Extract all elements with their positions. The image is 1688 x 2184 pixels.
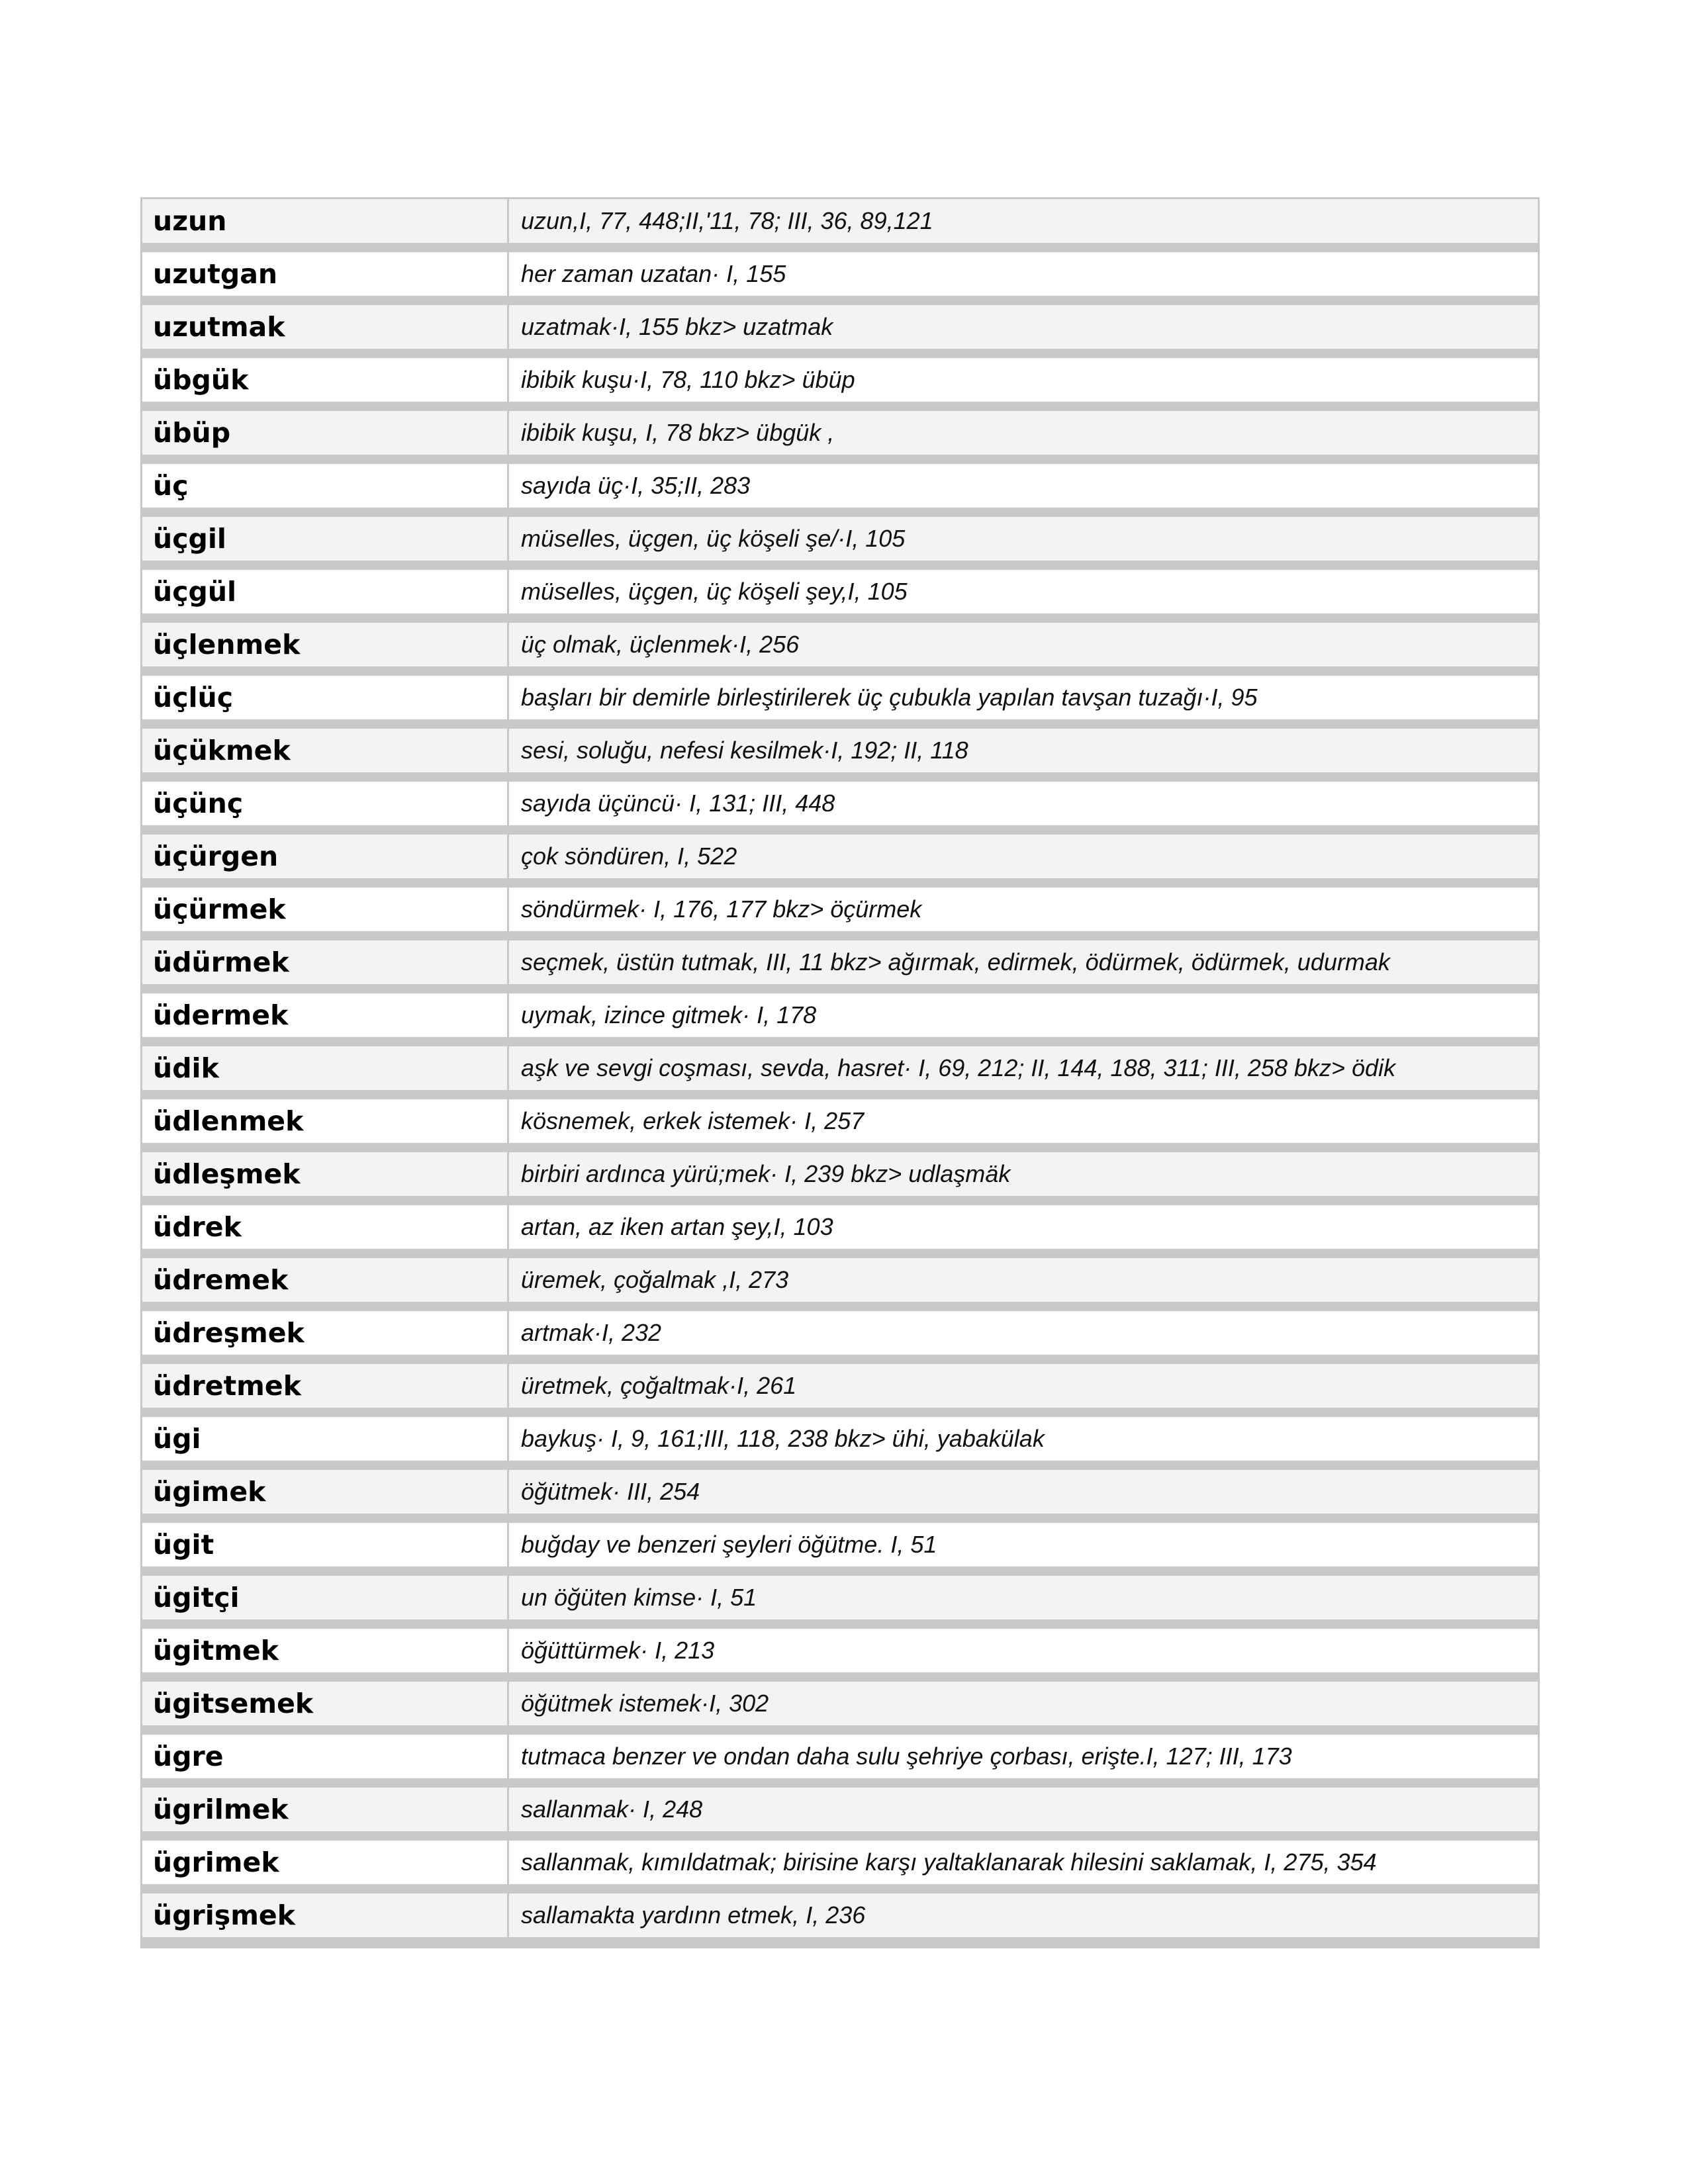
definition-cell: buğday ve benzeri şeyleri öğütme. I, 51 xyxy=(509,1523,1538,1567)
definition-cell: sesi, soluğu, nefesi kesilmek·I, 192; II, 118 xyxy=(509,729,1538,772)
definition-cell: ibibik kuşu, I, 78 bkz> übgük , xyxy=(509,411,1538,455)
table-row xyxy=(142,835,1538,887)
definition-cell: müselles, üçgen, üç köşeli şey,I, 105 xyxy=(509,570,1538,614)
term-cell: ügitsemek xyxy=(142,1682,509,1725)
definition-cell: seçmek, üstün tutmak, III, 11 bkz> ağırmak, edirmek, ödürmek, ödürmek, udurmak xyxy=(509,940,1538,984)
definition-cell: tutmaca benzer ve ondan daha sulu şehriye çorbası, erişte.I, 127; III, 173 xyxy=(509,1735,1538,1778)
definition-cell: sallanmak, kımıldatmak; birisine karşı yaltaklanarak hilesini saklamak, I, 275, 354 xyxy=(509,1841,1538,1884)
term-cell: üdrek xyxy=(142,1205,509,1249)
term-cell: üçükmek xyxy=(142,729,509,772)
table-row xyxy=(142,252,1538,305)
definition-cell: uzun,I, 77, 448;II,'11, 78; III, 36, 89,121 xyxy=(509,199,1538,243)
table-row xyxy=(142,623,1538,676)
table-row xyxy=(142,1099,1538,1152)
term-cell: üdreşmek xyxy=(142,1311,509,1355)
term-cell: üçlüç xyxy=(142,676,509,719)
term-cell: üçürmek xyxy=(142,887,509,931)
table-row xyxy=(142,411,1538,464)
table-row xyxy=(142,1152,1538,1205)
table-row xyxy=(142,1205,1538,1258)
term-cell: üçlenmek xyxy=(142,623,509,666)
definition-cell: artmak·I, 232 xyxy=(509,1311,1538,1355)
table-row xyxy=(142,1788,1538,1841)
table-row xyxy=(142,358,1538,411)
table-row xyxy=(142,1735,1538,1788)
table-row xyxy=(142,1682,1538,1735)
table-row xyxy=(142,570,1538,623)
term-cell: üdik xyxy=(142,1046,509,1090)
term-cell: uzun xyxy=(142,199,509,243)
definition-cell: söndürmek· I, 176, 177 bkz> öçürmek xyxy=(509,887,1538,931)
term-cell: üdermek xyxy=(142,993,509,1037)
term-cell: üçgül xyxy=(142,570,509,614)
table-row xyxy=(142,305,1538,358)
table-row xyxy=(142,1893,1538,1946)
table-row xyxy=(142,676,1538,729)
definition-cell: sayıda üç·I, 35;II, 283 xyxy=(509,464,1538,508)
term-cell: ügimek xyxy=(142,1470,509,1514)
table-row xyxy=(142,993,1538,1046)
term-cell: üçgil xyxy=(142,517,509,561)
table-row xyxy=(142,1311,1538,1364)
term-cell: ügitmek xyxy=(142,1629,509,1672)
definition-cell: üremek, çoğalmak ,I, 273 xyxy=(509,1258,1538,1302)
term-cell: uzutmak xyxy=(142,305,509,349)
definition-cell: öğüttürmek· I, 213 xyxy=(509,1629,1538,1672)
definition-cell: başları bir demirle birleştirilerek üç çubukla yapılan tavşan tuzağı·I, 95 xyxy=(509,676,1538,719)
term-cell: üç xyxy=(142,464,509,508)
table-row xyxy=(142,1258,1538,1311)
table-row xyxy=(142,1364,1538,1417)
definition-cell: birbiri ardınca yürü;mek· I, 239 bkz> udlaşmäk xyxy=(509,1152,1538,1196)
definition-cell: sallamakta yardınn etmek, I, 236 xyxy=(509,1893,1538,1937)
table-row xyxy=(142,729,1538,782)
term-cell: ügit xyxy=(142,1523,509,1567)
table-row xyxy=(142,199,1538,252)
definition-cell: öğütmek istemek·I, 302 xyxy=(509,1682,1538,1725)
definition-cell: ibibik kuşu·I, 78, 110 bkz> übüp xyxy=(509,358,1538,402)
term-cell: üdretmek xyxy=(142,1364,509,1408)
definition-cell: üretmek, çoğaltmak·I, 261 xyxy=(509,1364,1538,1408)
table-row xyxy=(142,782,1538,835)
term-cell: üdürmek xyxy=(142,940,509,984)
definition-cell: müselles, üçgen, üç köşeli şe/·I, 105 xyxy=(509,517,1538,561)
definition-cell: aşk ve sevgi coşması, sevda, hasret· I, 69, 212; II, 144, 188, 311; III, 258 bkz> ödik xyxy=(509,1046,1538,1090)
table-row xyxy=(142,940,1538,993)
definition-cell: baykuş· I, 9, 161;III, 118, 238 bkz> ühi, yabakülak xyxy=(509,1417,1538,1461)
definition-cell: un öğüten kimse· I, 51 xyxy=(509,1576,1538,1619)
table-row xyxy=(142,1417,1538,1470)
term-cell: üdremek xyxy=(142,1258,509,1302)
table-row xyxy=(142,464,1538,517)
table-row xyxy=(142,1046,1538,1099)
term-cell: üçünç xyxy=(142,782,509,825)
definition-cell: uzatmak·I, 155 bkz> uzatmak xyxy=(509,305,1538,349)
term-cell: ügrilmek xyxy=(142,1788,509,1831)
definition-cell: çok söndüren, I, 522 xyxy=(509,835,1538,878)
definition-cell: üç olmak, üçlenmek·I, 256 xyxy=(509,623,1538,666)
table-row xyxy=(142,1470,1538,1523)
table-row xyxy=(142,1523,1538,1576)
definition-cell: her zaman uzatan· I, 155 xyxy=(509,252,1538,296)
table-row xyxy=(142,517,1538,570)
table-row xyxy=(142,1629,1538,1682)
definition-cell: artan, az iken artan şey,I, 103 xyxy=(509,1205,1538,1249)
term-cell: ügi xyxy=(142,1417,509,1461)
table-row xyxy=(142,1576,1538,1629)
table-row xyxy=(142,1841,1538,1893)
term-cell: übgük xyxy=(142,358,509,402)
term-cell: üçürgen xyxy=(142,835,509,878)
definition-cell: öğütmek· III, 254 xyxy=(509,1470,1538,1514)
definition-cell: uymak, izince gitmek· I, 178 xyxy=(509,993,1538,1037)
definition-cell: sayıda üçüncü· I, 131; III, 448 xyxy=(509,782,1538,825)
term-cell: üdleşmek xyxy=(142,1152,509,1196)
term-cell: ügrimek xyxy=(142,1841,509,1884)
term-cell: ügre xyxy=(142,1735,509,1778)
term-cell: ügitçi xyxy=(142,1576,509,1619)
term-cell: üdlenmek xyxy=(142,1099,509,1143)
term-cell: uzutgan xyxy=(142,252,509,296)
table-row xyxy=(142,887,1538,940)
term-cell: ügrişmek xyxy=(142,1893,509,1937)
definition-cell: sallanmak· I, 248 xyxy=(509,1788,1538,1831)
term-cell: übüp xyxy=(142,411,509,455)
glossary-table xyxy=(140,197,1540,1948)
definition-cell: kösnemek, erkek istemek· I, 257 xyxy=(509,1099,1538,1143)
